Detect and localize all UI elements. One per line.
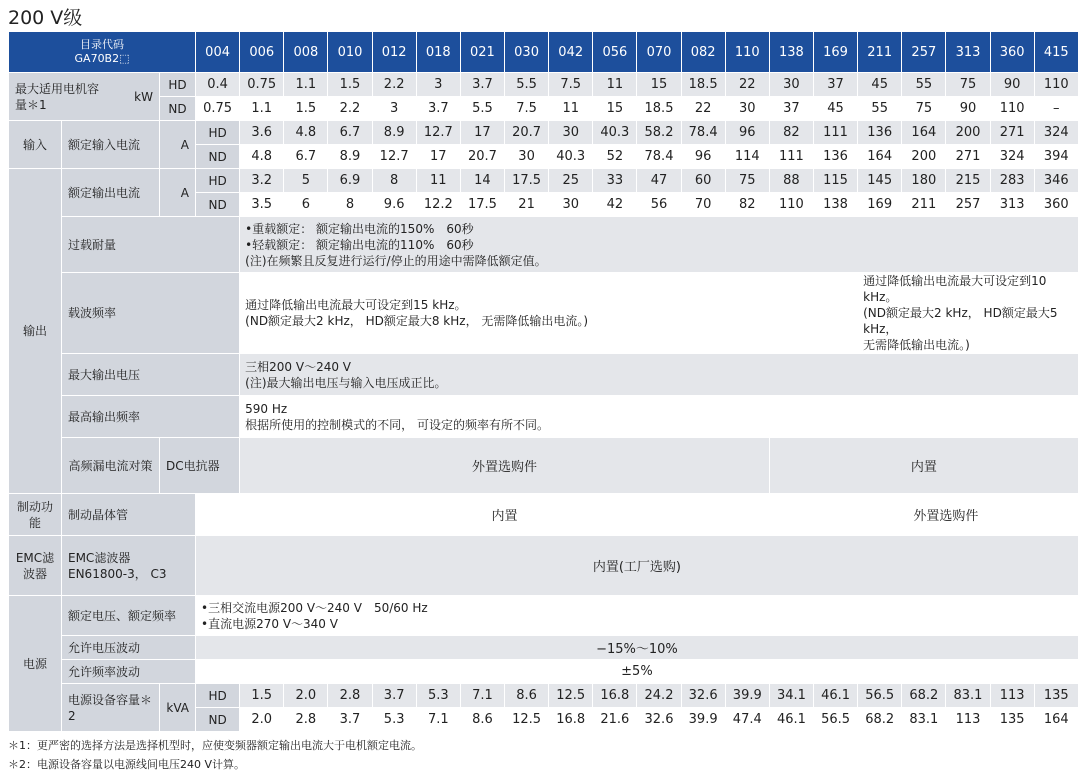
value-cell: 7.1 <box>460 684 504 708</box>
hd-tag: HD <box>196 169 240 193</box>
value-cell: 3.5 <box>240 193 284 217</box>
model-257: 257 <box>902 32 946 73</box>
value-cell: 12.5 <box>549 684 593 708</box>
table-row <box>9 396 1079 438</box>
value-cell: 47.4 <box>725 708 769 732</box>
model-211: 211 <box>858 32 902 73</box>
value-cell: 113 <box>990 684 1034 708</box>
value-cell: 17 <box>416 145 460 169</box>
braking-transistor-value-b: 外置选购件 <box>813 494 1078 536</box>
value-cell: 164 <box>858 145 902 169</box>
value-cell: 45 <box>858 73 902 97</box>
value-cell: 12.2 <box>416 193 460 217</box>
value-cell: 30 <box>549 121 593 145</box>
value-cell: 21 <box>505 193 549 217</box>
model-006: 006 <box>240 32 284 73</box>
value-cell: 8.6 <box>505 684 549 708</box>
value-cell: 8.6 <box>460 708 504 732</box>
value-cell: 324 <box>1034 121 1078 145</box>
value-cell: 47 <box>637 169 681 193</box>
overload-capacity-line-3: (注)在频繁且反复进行运行/停止的用途中需降低额定值。 <box>245 253 547 268</box>
footnote-1: ＊1：更严密的选择方法是选择机型时，应使变频器额定输出电流大于电机额定电流。 <box>8 739 422 752</box>
value-cell: 42 <box>593 193 637 217</box>
input-current-label: 额定输入电流 <box>62 121 160 169</box>
value-cell: – <box>1034 97 1078 121</box>
value-cell: 83.1 <box>946 684 990 708</box>
max-output-frequency-line-2: 根据所使用的控制模式的不同， 可设定的频率有所不同。 <box>245 417 549 432</box>
value-cell: 1.5 <box>284 97 328 121</box>
value-cell: 24.2 <box>637 684 681 708</box>
model-082: 082 <box>681 32 725 73</box>
value-cell: 30 <box>549 193 593 217</box>
value-cell: 1.1 <box>284 73 328 97</box>
max-output-voltage-line-1: 三相200 V～240 V <box>245 359 352 374</box>
value-cell: 12.7 <box>372 145 416 169</box>
table-row <box>9 438 1079 494</box>
input-category: 输入 <box>9 121 62 169</box>
value-cell: 96 <box>681 145 725 169</box>
table-row <box>9 217 1079 273</box>
header-row <box>9 32 1079 73</box>
value-cell: 0.75 <box>196 97 240 121</box>
value-cell: 55 <box>902 73 946 97</box>
value-cell: 88 <box>769 169 813 193</box>
model-360: 360 <box>990 32 1034 73</box>
value-cell: 169 <box>858 193 902 217</box>
value-cell: 3.7 <box>372 684 416 708</box>
power-capacity-unit: kVA <box>160 684 196 732</box>
input-current-label-unit: A <box>160 121 196 169</box>
dc-reactor-value-b: 内置 <box>769 438 1078 494</box>
carrier-frequency-value-b <box>858 273 1079 354</box>
value-cell: 7.1 <box>416 708 460 732</box>
value-cell: 83.1 <box>902 708 946 732</box>
value-cell: 7.5 <box>505 97 549 121</box>
value-cell: 2.2 <box>372 73 416 97</box>
value-cell: 52 <box>593 145 637 169</box>
value-cell: 1.5 <box>240 684 284 708</box>
value-cell: 18.5 <box>681 73 725 97</box>
voltage-fluctuation: 允许电压波动 <box>62 636 196 660</box>
value-cell: 68.2 <box>858 708 902 732</box>
value-cell: 215 <box>946 169 990 193</box>
value-cell: 3.7 <box>416 97 460 121</box>
model-030: 030 <box>505 32 549 73</box>
nd-tag: ND <box>160 97 196 121</box>
value-cell: 0.4 <box>196 73 240 97</box>
value-cell: 46.1 <box>813 684 857 708</box>
value-cell: 14 <box>460 169 504 193</box>
value-cell: 34.1 <box>769 684 813 708</box>
emc-filter-value: 内置(工厂选购) <box>196 536 1079 596</box>
value-cell: 136 <box>813 145 857 169</box>
model-169: 169 <box>813 32 857 73</box>
value-cell: 17.5 <box>505 169 549 193</box>
motor-capacity-text: 最大适用电机容量＊1 <box>15 81 100 112</box>
overload-capacity: 过载耐量 <box>62 217 240 273</box>
value-cell: 15 <box>637 73 681 97</box>
value-cell: 11 <box>593 73 637 97</box>
value-cell: 30 <box>505 145 549 169</box>
carrier-b-line-2: (ND额定最大2 kHz， HD额定最大5 kHz， <box>863 306 1058 336</box>
output-current-label-unit: A <box>160 169 196 217</box>
value-cell: 7.5 <box>549 73 593 97</box>
table-row <box>9 536 1079 596</box>
value-cell: 39.9 <box>681 708 725 732</box>
table-row <box>9 73 1079 97</box>
value-cell: 8.9 <box>328 145 372 169</box>
model-313: 313 <box>946 32 990 73</box>
braking-transistor-value-a: 内置 <box>196 494 814 536</box>
value-cell: 110 <box>1034 73 1078 97</box>
value-cell: 82 <box>769 121 813 145</box>
value-cell: 5.3 <box>372 708 416 732</box>
value-cell: 394 <box>1034 145 1078 169</box>
rated-line-1: •三相交流电源200 V～240 V 50/60 Hz <box>201 600 428 615</box>
model-415: 415 <box>1034 32 1078 73</box>
value-cell: 8.9 <box>372 121 416 145</box>
footnote-2: ＊2：电源设备容量以电源线间电压240 V计算。 <box>8 758 246 771</box>
value-cell: 16.8 <box>549 708 593 732</box>
max-output-voltage-value <box>240 354 1079 396</box>
value-cell: 2.0 <box>240 708 284 732</box>
value-cell: 56 <box>637 193 681 217</box>
value-cell: 3.6 <box>240 121 284 145</box>
value-cell: 40.3 <box>593 121 637 145</box>
value-cell: 5 <box>284 169 328 193</box>
nd-tag: ND <box>196 708 240 732</box>
value-cell: 70 <box>681 193 725 217</box>
value-cell: 5.5 <box>460 97 504 121</box>
value-cell: 113 <box>946 708 990 732</box>
value-cell: 2.2 <box>328 97 372 121</box>
value-cell: 110 <box>990 97 1034 121</box>
table-row <box>9 636 1079 660</box>
emc-category: EMC滤波器 <box>9 536 62 596</box>
value-cell: 75 <box>725 169 769 193</box>
value-cell: 5.3 <box>416 684 460 708</box>
value-cell: 16.8 <box>593 684 637 708</box>
value-cell: 6 <box>284 193 328 217</box>
value-cell: 12.5 <box>505 708 549 732</box>
model-012: 012 <box>372 32 416 73</box>
value-cell: 3.7 <box>328 708 372 732</box>
value-cell: 75 <box>902 97 946 121</box>
value-cell: 6.9 <box>328 169 372 193</box>
hd-tag: HD <box>196 121 240 145</box>
table-row <box>9 97 1079 121</box>
value-cell: 22 <box>725 73 769 97</box>
table-row <box>9 596 1079 636</box>
value-cell: 164 <box>902 121 946 145</box>
model-010: 010 <box>328 32 372 73</box>
model-138: 138 <box>769 32 813 73</box>
model-056: 056 <box>593 32 637 73</box>
value-cell: 21.6 <box>593 708 637 732</box>
value-cell: 1.1 <box>240 97 284 121</box>
carrier-frequency: 载波频率 <box>62 273 240 354</box>
value-cell: 15 <box>593 97 637 121</box>
value-cell: 164 <box>1034 708 1078 732</box>
max-output-frequency: 最高输出频率 <box>62 396 240 438</box>
value-cell: 324 <box>990 145 1034 169</box>
value-cell: 3 <box>416 73 460 97</box>
value-cell: 90 <box>990 73 1034 97</box>
value-cell: 360 <box>1034 193 1078 217</box>
braking-category: 制动功能 <box>9 494 62 536</box>
footnotes <box>8 736 422 774</box>
overload-capacity-line-2: •轻载额定： 额定输出电流的110% 60秒 <box>245 237 474 252</box>
rated-line-2: •直流电源270 V～340 V <box>201 616 338 631</box>
value-cell: 138 <box>813 193 857 217</box>
rated-voltage-frequency: 额定电压、额定频率 <box>62 596 196 636</box>
carrier-a-line-1: 通过降低输出电流最大可设定到15 kHz。 <box>245 298 467 312</box>
value-cell: 78.4 <box>637 145 681 169</box>
value-cell: 1.5 <box>328 73 372 97</box>
overload-capacity-line-1: •重载额定： 额定输出电流的150% 60秒 <box>245 221 474 236</box>
power-category: 电源 <box>9 596 62 732</box>
value-cell: 60 <box>681 169 725 193</box>
value-cell: 56.5 <box>813 708 857 732</box>
table-row <box>9 660 1079 684</box>
value-cell: 135 <box>990 708 1034 732</box>
value-cell: 90 <box>946 97 990 121</box>
model-070: 070 <box>637 32 681 73</box>
max-output-frequency-line-1: 590 Hz <box>245 401 288 416</box>
max-output-frequency-value <box>240 396 1079 438</box>
value-cell: 2.0 <box>284 684 328 708</box>
value-cell: 4.8 <box>240 145 284 169</box>
value-cell: 200 <box>946 121 990 145</box>
value-cell: 20.7 <box>505 121 549 145</box>
model-021: 021 <box>460 32 504 73</box>
value-cell: 46.1 <box>769 708 813 732</box>
catalog-code-label: 目录代码 <box>80 38 124 51</box>
value-cell: 180 <box>902 169 946 193</box>
value-cell: 12.7 <box>416 121 460 145</box>
table-row <box>9 684 1079 708</box>
value-cell: 39.9 <box>725 684 769 708</box>
emc-filter-label: EMC滤波器 EN61800-3， C3 <box>62 536 196 596</box>
model-018: 018 <box>416 32 460 73</box>
output-current-label: 额定输出电流 <box>62 169 160 217</box>
value-cell: 2.8 <box>284 708 328 732</box>
value-cell: 82 <box>725 193 769 217</box>
dc-reactor-value-a: 外置选购件 <box>240 438 770 494</box>
hd-tag: HD <box>160 73 196 97</box>
value-cell: 257 <box>946 193 990 217</box>
value-cell: 200 <box>902 145 946 169</box>
value-cell: 114 <box>725 145 769 169</box>
value-cell: 55 <box>858 97 902 121</box>
motor-capacity-unit: kW <box>134 89 153 104</box>
value-cell: 96 <box>725 121 769 145</box>
model-008: 008 <box>284 32 328 73</box>
value-cell: 6.7 <box>328 121 372 145</box>
table-row <box>9 169 1079 193</box>
value-cell: 115 <box>813 169 857 193</box>
carrier-b-line-1: 通过降低输出电流最大可设定到10 kHz。 <box>863 274 1047 304</box>
value-cell: 271 <box>946 145 990 169</box>
power-capacity-label <box>62 684 160 732</box>
value-cell: 4.8 <box>284 121 328 145</box>
value-cell: 37 <box>769 97 813 121</box>
value-cell: 3 <box>372 97 416 121</box>
power-capacity-text: 电源设备容量＊2 <box>68 692 153 723</box>
value-cell: 110 <box>769 193 813 217</box>
value-cell: 11 <box>549 97 593 121</box>
value-cell: 283 <box>990 169 1034 193</box>
harmonic-category: 高频漏电流对策 <box>62 438 160 494</box>
value-cell: 32.6 <box>681 684 725 708</box>
value-cell: 37 <box>813 73 857 97</box>
output-category: 输出 <box>9 169 62 494</box>
table-row <box>9 494 1079 536</box>
carrier-a-line-2: (ND额定最大2 kHz， HD额定最大8 kHz， 无需降低输出电流。) <box>245 314 589 328</box>
value-cell: 111 <box>813 121 857 145</box>
nd-tag: ND <box>196 145 240 169</box>
carrier-b-line-3: 无需降低输出电流。) <box>863 338 970 352</box>
voltage-fluctuation-value: −15%～10% <box>196 636 1079 660</box>
max-output-voltage-line-2: (注)最大输出电压与输入电压成正比。 <box>245 375 447 390</box>
value-cell: 75 <box>946 73 990 97</box>
value-cell: 33 <box>593 169 637 193</box>
value-cell: 58.2 <box>637 121 681 145</box>
value-cell: 11 <box>416 169 460 193</box>
rated-voltage-frequency-value <box>196 596 1079 636</box>
value-cell: 2.8 <box>328 684 372 708</box>
value-cell: 3.7 <box>460 73 504 97</box>
value-cell: 30 <box>769 73 813 97</box>
catalog-code-header <box>9 32 196 73</box>
value-cell: 111 <box>769 145 813 169</box>
value-cell: 22 <box>681 97 725 121</box>
value-cell: 9.6 <box>372 193 416 217</box>
dc-reactor: DC电抗器 <box>160 438 240 494</box>
table-row <box>9 273 1079 354</box>
value-cell: 56.5 <box>858 684 902 708</box>
value-cell: 20.7 <box>460 145 504 169</box>
table-row <box>9 121 1079 145</box>
value-cell: 6.7 <box>284 145 328 169</box>
value-cell: 8 <box>328 193 372 217</box>
value-cell: 135 <box>1034 684 1078 708</box>
frequency-fluctuation: 允许频率波动 <box>62 660 196 684</box>
value-cell: 211 <box>902 193 946 217</box>
model-004: 004 <box>196 32 240 73</box>
frequency-fluctuation-value: ±5% <box>196 660 1079 684</box>
value-cell: 45 <box>813 97 857 121</box>
catalog-code-model: GA70B2⬚ <box>74 52 130 65</box>
spec-table <box>8 31 1079 732</box>
value-cell: 17.5 <box>460 193 504 217</box>
value-cell: 271 <box>990 121 1034 145</box>
value-cell: 0.75 <box>240 73 284 97</box>
hd-tag: HD <box>196 684 240 708</box>
value-cell: 17 <box>460 121 504 145</box>
value-cell: 145 <box>858 169 902 193</box>
model-110: 110 <box>725 32 769 73</box>
nd-tag: ND <box>196 193 240 217</box>
value-cell: 5.5 <box>505 73 549 97</box>
value-cell: 32.6 <box>637 708 681 732</box>
value-cell: 346 <box>1034 169 1078 193</box>
value-cell: 68.2 <box>902 684 946 708</box>
value-cell: 25 <box>549 169 593 193</box>
table-row <box>9 354 1079 396</box>
overload-capacity-value <box>240 217 1079 273</box>
value-cell: 18.5 <box>637 97 681 121</box>
value-cell: 313 <box>990 193 1034 217</box>
value-cell: 78.4 <box>681 121 725 145</box>
carrier-frequency-value-a <box>240 273 858 354</box>
value-cell: 40.3 <box>549 145 593 169</box>
value-cell: 136 <box>858 121 902 145</box>
value-cell: 30 <box>725 97 769 121</box>
page-title: 200 V级 <box>8 7 83 29</box>
motor-capacity-label <box>9 73 160 121</box>
model-042: 042 <box>549 32 593 73</box>
value-cell: 8 <box>372 169 416 193</box>
value-cell: 3.2 <box>240 169 284 193</box>
braking-transistor: 制动晶体管 <box>62 494 196 536</box>
max-output-voltage: 最大输出电压 <box>62 354 240 396</box>
